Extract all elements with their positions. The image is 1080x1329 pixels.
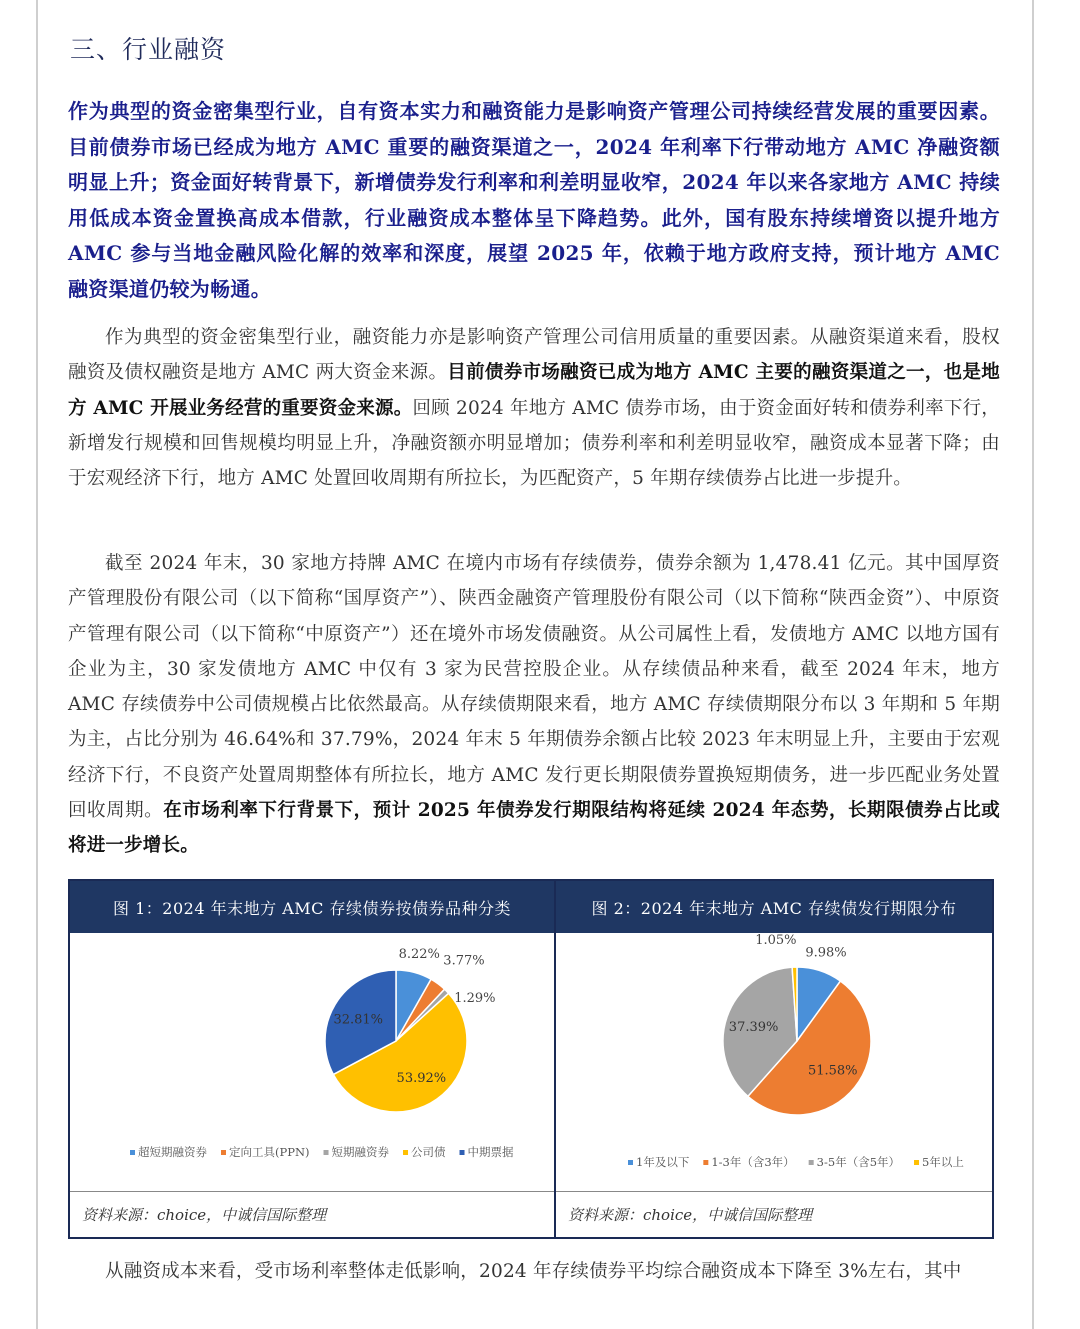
data-label-1: 9.98%	[805, 945, 847, 961]
text-span: 作为典型的资金密集型行业，融资能力亦是影响资产管理公司信用质量的重要因素。从融资渠道来看，股权融资及债权融资是地方 AMC 两大资金来源。	[68, 327, 1000, 384]
page-border-left	[36, 0, 38, 1329]
data-label-1: 8.22%	[398, 947, 440, 963]
text-span: 截至 2024 年末，30 家地方持牌 AMC 在境内市场有存续债券，债券余额为 1,478.41 亿元。其中国厚资产管理股份有限公司（以下简称“国厚资产”）、陕西金融资产管理股份有限公司（以下简称“陕西金资”）、中原资产管理有限公司（以下简称“中原资产”）还在境外市场发债融资。从公司属性上看，发债地方 AMC 以地方国有企业为主，30 家发债地方 AMC 中仅有 3 家为民营控股企业。从存续债品种来看，截至 2024 年末，地方 AMC 存续债券中公司债规模占比依然最高。从存续债期限来看，地方 AMC 存续债期限分布以 3 年期和 5 年期为主，占比分别为 46.64%和 37.79%，2024 年末 5 年期债券余额占比较 2023 年末明显上升，主要由于宏观经济下行，不良资产处置周期整体有所拉长，地方 AMC 发行更长期限债券置换短期债务，进一步匹配业务处置回收周期。	[68, 553, 1000, 822]
legend-marker-3	[809, 1160, 814, 1165]
legend-label-1: 超短期融资券	[138, 1145, 207, 1159]
figure-1	[70, 881, 556, 1237]
figure-2-title: 图 2：2024 年末地方 AMC 存续债发行期限分布	[556, 881, 992, 933]
figure-1-title: 图 1：2024 年末地方 AMC 存续债券按债券品种分类	[70, 881, 554, 933]
figure-1-pie-chart	[70, 933, 554, 1191]
figures-table	[68, 879, 994, 1239]
data-label-5: 32.81%	[333, 1012, 384, 1028]
data-label-3: 1.29%	[454, 991, 496, 1007]
legend-label-2: 定向工具(PPN)	[229, 1145, 310, 1159]
legend-marker-1	[628, 1160, 633, 1165]
legend-marker-4	[914, 1160, 919, 1165]
figure-1-body	[70, 933, 554, 1192]
legend-marker-2	[221, 1150, 226, 1155]
data-label-2: 3.77%	[443, 953, 485, 969]
summary-paragraph: 作为典型的资金密集型行业，自有资本实力和融资能力是影响资产管理公司持续经营发展的重要因素。目前债券市场已经成为地方 AMC 重要的融资渠道之一，2024 年利率下行带动地方 AMC 净融资额明显上升；资金面好转背景下，新增债券发行利率和利差明显收窄，2024 年以来各家地方 AMC 持续用低成本资金置换高成本借款，行业融资成本整体呈下降趋势。此外，国有股东持续增资以提升地方 AMC 参与当地金融风险化解的效率和深度，展望 2025 年，依赖于地方政府支持，预计地方 AMC 融资渠道仍较为畅通。	[68, 99, 1000, 301]
figure-2-source: 资料来源：choice，中诚信国际整理	[568, 1205, 813, 1224]
paragraph-financing-cost	[68, 1254, 1000, 1289]
bold-text: 在市场利率下行背景下，预计 2025 年债券发行期限结构将延续 2024 年态势，长期限债券占比或将进一步增长。	[68, 800, 1000, 857]
data-label-3: 37.39%	[728, 1020, 779, 1036]
paragraph-outstanding-bonds	[68, 546, 1000, 864]
legend-marker-4	[403, 1150, 408, 1155]
bold-text: 目前债券市场融资已成为地方 AMC 主要的融资渠道之一，也是地方 AMC 开展业务经营的重要资金来源。	[68, 362, 1001, 419]
legend-marker-3	[324, 1150, 329, 1155]
legend-label-1: 1年及以下	[636, 1155, 690, 1169]
data-label-2: 51.58%	[807, 1063, 858, 1079]
legend-label-5: 中期票据	[467, 1145, 514, 1159]
legend-label-4: 5年以上	[922, 1155, 964, 1169]
data-label-4: 1.05%	[755, 933, 797, 949]
legend-label-2: 1-3年（含3年）	[711, 1155, 795, 1169]
section-title: 三、行业融资	[70, 35, 227, 64]
legend-marker-1	[130, 1150, 135, 1155]
legend-marker-2	[703, 1160, 708, 1165]
legend-label-4: 公司债	[411, 1145, 446, 1159]
data-label-4: 53.92%	[396, 1070, 447, 1086]
figure-2-body	[556, 933, 992, 1192]
paragraph-financing-channels	[68, 320, 1000, 496]
legend-label-3: 短期融资券	[331, 1145, 390, 1159]
text-span: 从融资成本来看，受市场利率整体走低影响，2024 年存续债券平均综合融资成本下降至 3%左右，其中	[105, 1261, 962, 1282]
page-border-right	[1032, 0, 1034, 1329]
legend-label-3: 3-5年（含5年）	[816, 1155, 901, 1169]
figure-2	[556, 881, 992, 1237]
text-span: 回顾 2024 年地方 AMC 债券市场，由于资金面好转和债券利率下行，新增发行规模和回售规模均明显上升，净融资额亦明显增加；债券利率和利差明显收窄，融资成本显著下降；由于宏观经济下行，地方 AMC 处置回收周期有所拉长，为匹配资产，5 年期存续债券占比进一步提升。	[68, 397, 1000, 490]
figure-1-source: 资料来源：choice，中诚信国际整理	[82, 1205, 327, 1224]
figure-2-pie-chart	[556, 933, 992, 1191]
legend-marker-5	[460, 1150, 465, 1155]
